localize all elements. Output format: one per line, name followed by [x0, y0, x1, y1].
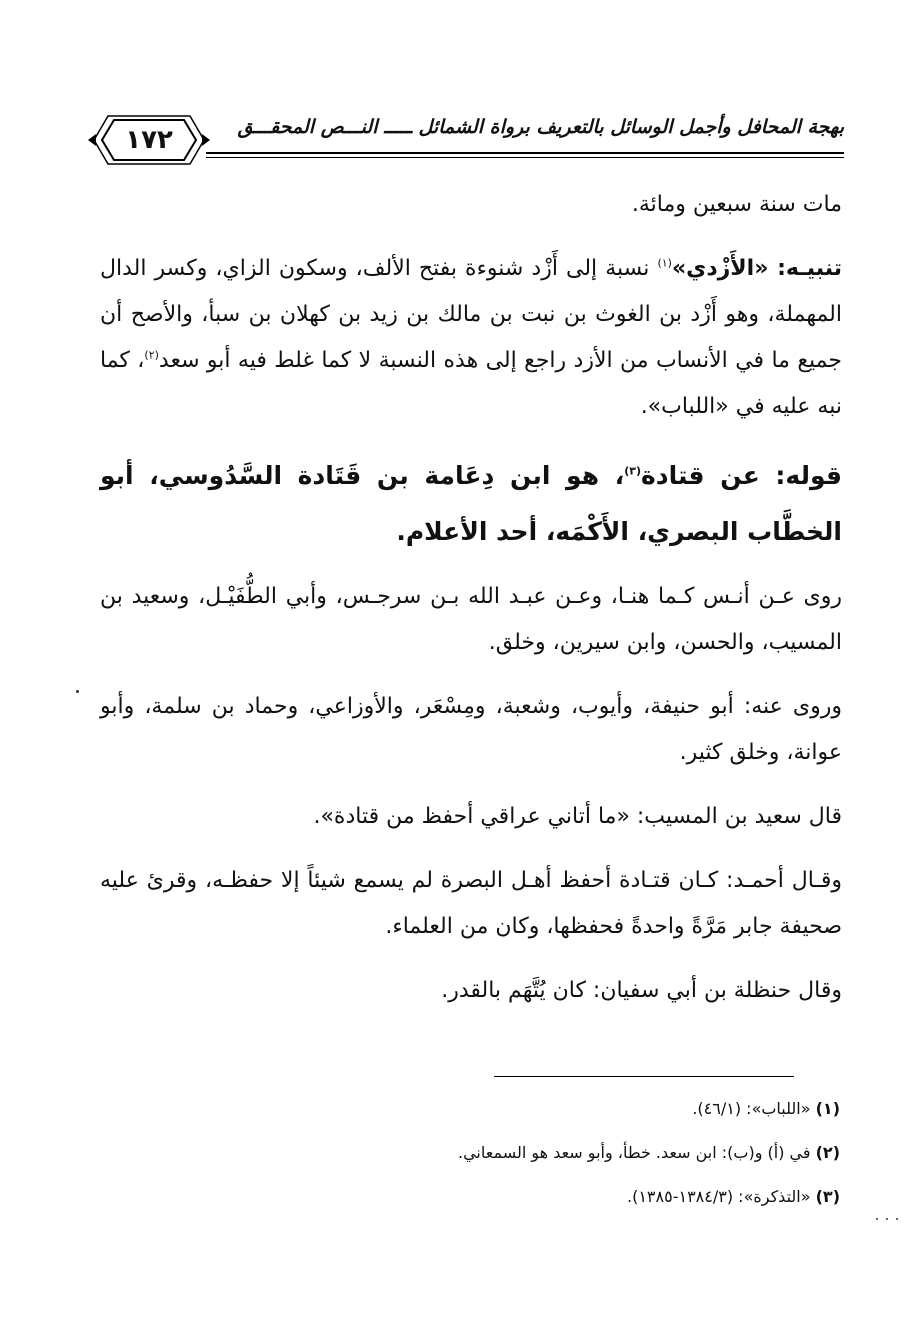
footnote-number: (٢) [815, 1143, 840, 1162]
page-header [88, 108, 844, 172]
paragraph-text: ، كما نبه عليه في «اللباب». [100, 348, 842, 419]
footnote-text: «التذكرة»: (١٣٨٤/٣-١٣٨٥). [627, 1187, 816, 1206]
header-rule-thin [206, 157, 844, 158]
footnote-marker[interactable]: (٣) [624, 464, 641, 478]
paragraph-text: قال سعيد بن المسيب: «ما أتاني عراقي أحفظ من قتادة». [313, 804, 842, 829]
footnote-number: (٣) [815, 1187, 840, 1206]
paragraph-note [100, 246, 842, 430]
paragraph-text: وروى عنه: أبو حنيفة، وأيوب، وشعبة، ومِسْعَر، والأوزاعي، وحماد بن سلمة، وأبو عوانة، وخلق كثير. [100, 694, 842, 765]
scan-speck [886, 1218, 888, 1220]
section-heading [100, 448, 842, 560]
paragraph [100, 794, 842, 840]
page-number: ١٧٢ [125, 125, 173, 155]
heading-text: ، هو ابن دِعَامة بن قَتَادة السَّدُوسي، أبو الخطَّاب البصري، الأَكْمَه، أحد الأعلام. [100, 461, 842, 546]
paragraph [100, 858, 842, 950]
running-title: بهجة المحافل وأجمل الوسائل بالتعريف برواة الشمائل ـــــ النـــص المحقـــق [237, 116, 844, 138]
footnote-divider [494, 1076, 794, 1077]
paragraph [100, 968, 842, 1014]
page-number-badge [88, 114, 210, 166]
footnote-number: (١) [815, 1099, 840, 1118]
paragraph [100, 684, 842, 776]
footnote [240, 1096, 840, 1122]
note-label: تنبيـه: [768, 256, 842, 281]
footnote-marker[interactable]: (١) [657, 256, 672, 270]
paragraph-text: وقـال أحمـد: كـان قتـادة أحفظ أهـل البصرة لم يسمع شيئاً إلا حفظـه، وقرئ عليه صحيفة جابر مَرَّةً واحدةً فحفظها، وكان من العلماء. [100, 868, 842, 939]
scan-speck [896, 1218, 898, 1220]
header-rule [206, 152, 844, 154]
heading-text: قوله: عن قتادة [641, 461, 843, 490]
footnotes [240, 1096, 840, 1228]
quoted-term: «الأَزْدي» [671, 256, 769, 281]
footnote [240, 1140, 840, 1166]
footnote [240, 1184, 840, 1210]
footnote-text: «اللباب»: (٤٦/١). [692, 1099, 816, 1118]
footnote-text: في (أ) و(ب): ابن سعد. خطأ، وأبو سعد هو السمعاني. [458, 1143, 816, 1162]
paragraph-text: مات سنة سبعين ومائة. [631, 192, 842, 217]
scan-speck [76, 690, 79, 693]
footnote-marker[interactable]: (٢) [144, 348, 159, 362]
paragraph-text: روى عـن أنـس كـما هنـا، وعـن عبـد الله بـن سرجـس، وأبي الطُّفَيْـل، وسعيد بن المسيب، والحسن، وابن سيرين، وخلق. [100, 584, 842, 655]
paragraph [100, 182, 842, 228]
main-text [100, 182, 842, 1032]
paragraph-text: وقال حنظلة بن أبي سفيان: كان يُتَّهَم بالقدر. [441, 978, 842, 1003]
paragraph-text: نسبة إلى أَزْد شنوءة بفتح الألف، وسكون الزاي، وكسر الدال المهملة، وهو أَزْد بن الغوث بن نبت بن مالك بن زيد بن كهلان بن سبأ، والأصح أن جميع ما في الأنساب من الأزد راجع إلى هذه النسبة لا كما غلط فيه أبو سعد [100, 256, 842, 373]
paragraph [100, 574, 842, 666]
scan-speck [876, 1218, 878, 1220]
